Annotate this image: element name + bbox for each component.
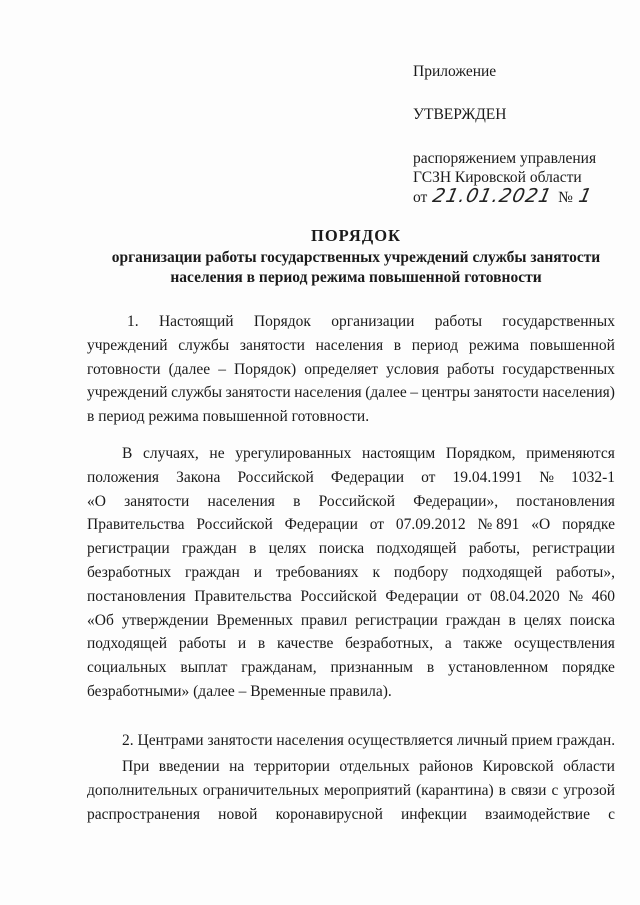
word: граждан [185, 563, 240, 581]
word: Российской [318, 492, 396, 510]
word: службы [178, 336, 230, 354]
word: Федерации [385, 587, 459, 605]
word: 07.09.2012 [395, 516, 466, 534]
word: Правительства [194, 587, 292, 605]
appendix-label: Приложение [413, 63, 497, 80]
text-line [87, 755, 615, 779]
word: и [237, 635, 247, 653]
text-line [87, 656, 615, 680]
text-line [87, 381, 615, 405]
word: регистрации [355, 611, 438, 629]
text-line [87, 466, 615, 490]
word: подходящей [376, 540, 457, 558]
text-line [87, 334, 615, 358]
word: безработных, [345, 635, 434, 653]
word: распространения [87, 805, 201, 823]
order-date-line [413, 185, 595, 208]
word: в [508, 611, 516, 629]
word: порядке [562, 516, 615, 534]
word: Правительства [87, 516, 185, 534]
word: государственных [502, 360, 615, 378]
paragraph-4 [87, 755, 615, 826]
word: в [249, 540, 257, 558]
text-line [87, 405, 615, 429]
from-label: от [413, 189, 428, 206]
word: При [122, 758, 150, 775]
word: гражданам, [241, 659, 317, 677]
word: поиска [318, 540, 365, 558]
word: а [444, 635, 452, 653]
word: в [257, 635, 266, 653]
text-line [87, 729, 615, 753]
word: также [463, 635, 503, 653]
text-line [87, 561, 615, 585]
word: населения) [542, 384, 615, 402]
text-line [87, 632, 615, 656]
word: учреждений [87, 336, 168, 354]
word: требованиях [275, 563, 359, 581]
word: на [229, 758, 245, 775]
word: «Об [87, 611, 114, 629]
word: регистрации [532, 540, 615, 558]
word: населения [207, 492, 275, 510]
word: порядке [562, 659, 615, 677]
word: работы [178, 635, 227, 653]
word: В [122, 445, 133, 462]
word: от [421, 468, 436, 486]
word: организации [331, 313, 415, 330]
text-line [87, 513, 615, 537]
word: связи [510, 781, 547, 799]
word: Российской [300, 587, 377, 605]
approved-label: УТВЕРЖДЕН [413, 106, 507, 123]
word: от [467, 587, 482, 605]
document-title: ПОРЯДОК [311, 226, 401, 245]
word: государственных [502, 313, 615, 330]
word: – [410, 384, 419, 402]
word: центры [421, 384, 471, 402]
word: инфекции [401, 805, 467, 823]
word: осуществления [514, 635, 615, 653]
word: применяются [526, 445, 615, 462]
word: 460 [591, 587, 615, 605]
word: в [498, 781, 506, 799]
word: 19.04.1991 [452, 468, 523, 486]
word: в [293, 492, 301, 510]
word: Федерации [284, 516, 358, 534]
word: занятости [473, 384, 539, 402]
word: области [563, 758, 615, 775]
word: целях [523, 611, 562, 629]
order-line-1: распоряжением управления [413, 150, 597, 167]
word: Закона [176, 468, 221, 486]
word: урегулированных [235, 445, 352, 462]
document-subtitle [96, 248, 616, 288]
word: угрозой [563, 781, 615, 799]
word: выплат [180, 659, 228, 677]
text-line [87, 585, 615, 609]
word: граждан [445, 611, 501, 629]
word: работы», [556, 563, 615, 581]
word: службы [171, 384, 223, 402]
word: новой [218, 805, 258, 823]
word: № 891 [477, 516, 520, 534]
word: районов [419, 758, 474, 775]
paragraph-3 [87, 729, 615, 753]
text-line [87, 537, 615, 561]
word: отдельных [339, 758, 410, 775]
word: в [393, 336, 402, 354]
word: признанным [330, 659, 413, 677]
word: граждан [181, 540, 237, 558]
word: Российской [196, 516, 273, 534]
word: в [426, 659, 435, 677]
text-line [87, 680, 615, 704]
word: занятости [225, 384, 291, 402]
word: 1032-1 [571, 468, 615, 486]
word: готовности [87, 360, 161, 378]
word: территории [253, 758, 330, 775]
word: регистрации [87, 540, 170, 558]
word: в период режима повышенной готовности. [87, 408, 370, 426]
paragraph-2 [87, 442, 615, 704]
text-line [87, 310, 615, 334]
text-line [87, 358, 615, 382]
word: поиска [569, 611, 615, 629]
word: Порядок) [234, 360, 297, 378]
text-line [87, 609, 615, 633]
handwritten-date: 21.01.2021 [430, 185, 555, 207]
word: введении [158, 758, 220, 775]
word: Федерации [330, 468, 405, 486]
word: Российской [237, 468, 314, 486]
word: населения [294, 384, 362, 402]
word: 1. [127, 313, 139, 330]
word: 2. Центрами занятости населения осуществляется личный прием граждан. [122, 732, 616, 749]
word: подходящей [87, 635, 168, 653]
word: постановления [516, 492, 615, 510]
word: работы [447, 360, 495, 378]
word: от [369, 516, 385, 534]
word: ограничительных [202, 781, 320, 799]
word: безработных [87, 563, 172, 581]
word: с [551, 781, 559, 799]
word: режима [468, 336, 520, 354]
word: Федерации», [413, 492, 499, 510]
text-line [87, 803, 615, 827]
word: «О [87, 492, 106, 510]
word: настоящим [361, 445, 436, 462]
word: к [372, 563, 380, 581]
word: правил [300, 611, 348, 629]
word: взаимодействие [485, 805, 590, 823]
word: работы [434, 313, 483, 330]
word: Настоящий [158, 313, 234, 330]
word: определяет [304, 360, 379, 378]
text-line [87, 779, 615, 803]
word: 08.04.2020 [490, 587, 560, 605]
word: постановления [87, 587, 186, 605]
word: (карантина) [416, 781, 494, 799]
word: работы, [468, 540, 521, 558]
paragraph-1 [87, 310, 615, 429]
word: повышенной [529, 336, 615, 354]
word: подбору [393, 563, 449, 581]
word: положения [87, 468, 160, 486]
word: № [568, 587, 584, 605]
word: Кировской [482, 758, 554, 775]
number-label: № [558, 189, 573, 206]
word: «О [531, 516, 551, 534]
word: населения [315, 336, 384, 354]
word: утверждении [121, 611, 209, 629]
word: учреждений [87, 384, 168, 402]
word: (далее [365, 384, 407, 402]
word: установленном [448, 659, 549, 677]
word: социальных [87, 659, 167, 677]
handwritten-number: 1 [576, 185, 595, 207]
word: занятости [124, 492, 190, 510]
word: период [411, 336, 459, 354]
word: случаях, [142, 445, 199, 462]
word: не [209, 445, 225, 462]
word: качестве [276, 635, 334, 653]
word: занятости [239, 336, 305, 354]
word: – [218, 360, 226, 378]
word: и [253, 563, 262, 581]
order-line-2: ГСЗН Кировской области [413, 169, 582, 186]
subtitle-line-2: населения в период режима повышенной готовности [170, 269, 542, 286]
word: целях [268, 540, 307, 558]
word: мероприятий [324, 781, 412, 799]
word: Порядок [253, 313, 311, 330]
word: подходящей [462, 563, 543, 581]
word: с [608, 805, 615, 823]
word: Временных [216, 611, 293, 629]
word: безработными» (далее – Временные правила). [87, 682, 392, 700]
text-line [87, 490, 615, 514]
word: дополнительных [87, 781, 198, 799]
text-line [87, 442, 615, 466]
word: условия [386, 360, 439, 378]
word: (далее [168, 360, 211, 378]
word: коронавирусной [275, 805, 383, 823]
subtitle-line-1: организации работы государственных учреждений службы занятости [111, 249, 601, 266]
word: Порядком, [445, 445, 516, 462]
word: № [539, 468, 555, 486]
